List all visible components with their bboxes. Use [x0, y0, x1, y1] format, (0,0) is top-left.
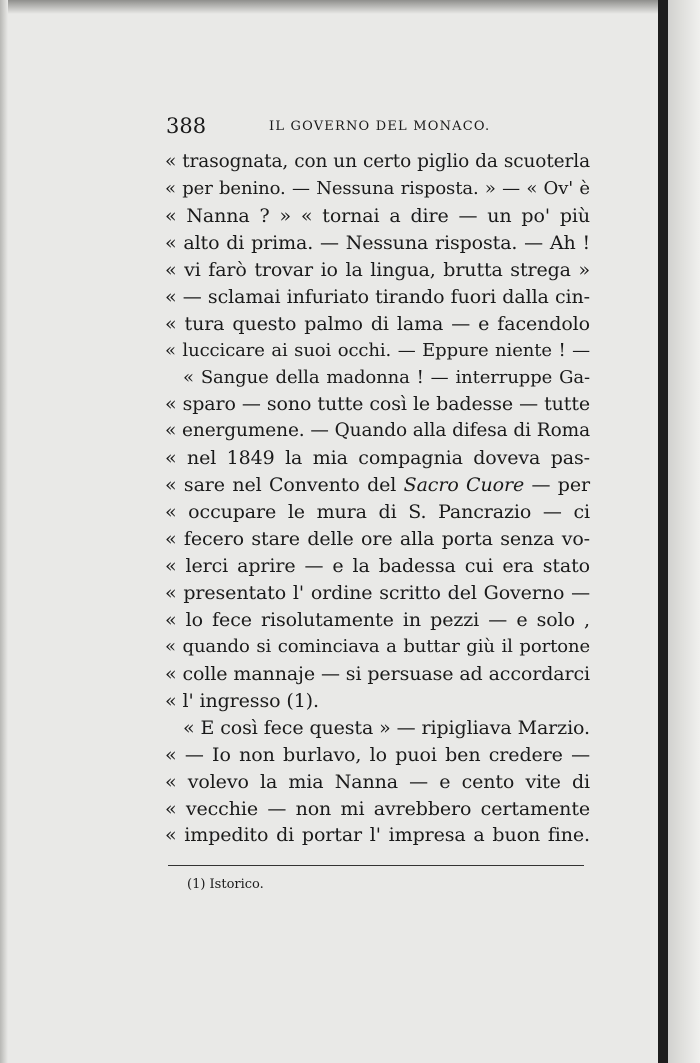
text-line [165, 499, 590, 526]
text-line [165, 742, 590, 769]
text-line [165, 203, 590, 230]
text-line [165, 418, 590, 445]
text-line [165, 688, 590, 715]
text-line [165, 338, 590, 365]
text-line-segment: « vi farò trovar io la lingua, brutta strega » [165, 258, 590, 281]
text-line [165, 176, 590, 203]
text-line-segment: « E così fece questa » — ripigliava Marzio. [183, 716, 590, 739]
text-line [165, 580, 590, 607]
text-line-segment: « fecero stare delle ore alla porta senza vo- [165, 528, 590, 551]
text-line [165, 445, 590, 472]
page-header [166, 114, 586, 140]
page-number: 388 [166, 114, 207, 138]
body-text [165, 149, 590, 849]
text-line-segment: « occupare le mura di S. Pancrazio — ci [165, 501, 590, 524]
text-line-segment: « impedito di portar l' impresa a buon fine. [165, 824, 590, 847]
text-line [165, 661, 590, 688]
text-line-segment: « lerci aprire — e la badessa cui era stato [165, 555, 590, 578]
text-line [165, 607, 590, 634]
text-line [165, 634, 590, 661]
text-line [165, 230, 590, 257]
text-line-segment: « colle mannaje — si persuase ad accordarci [165, 662, 590, 685]
text-line-segment: « alto di prima. — Nessuna risposta. — Ah ! [165, 231, 590, 254]
text-line [165, 472, 590, 499]
text-line [165, 257, 590, 284]
text-line [165, 796, 590, 823]
footnote-rule [168, 865, 584, 866]
text-line-segment: « sare nel Convento del [165, 474, 404, 497]
text-line [165, 822, 590, 849]
text-line-segment: « trasognata, con un certo piglio da scuoterla [165, 151, 590, 172]
facing-page-edge [668, 0, 700, 1063]
text-line-segment: « Sangue della madonna ! — interruppe Ga- [183, 366, 590, 388]
text-line [165, 715, 590, 742]
text-line [165, 284, 590, 311]
text-line-segment: « sparo — sono tutte così le badesse — tutte [165, 393, 590, 416]
text-line [165, 365, 590, 392]
text-line [165, 391, 590, 418]
text-line-segment: « volevo la mia Nanna — e cento vite di [165, 770, 590, 793]
book-gutter [658, 0, 668, 1063]
text-line-segment: « quando si cominciava a buttar giù il portone [165, 635, 590, 657]
text-line [165, 149, 590, 176]
footnote: (1) Istorico. [187, 877, 264, 892]
text-line [165, 526, 590, 553]
text-line-segment: « tura questo palmo di lama — e facendolo [165, 312, 590, 335]
text-line-segment: « — sclamai infuriato tirando fuori dalla cin- [165, 285, 590, 308]
text-line [165, 769, 590, 796]
text-line-segment: « energumene. — Quando alla difesa di Roma [165, 420, 590, 442]
text-line-segment: « per benino. — Nessuna risposta. » — « Ov' è [165, 177, 590, 199]
running-title: IL GOVERNO DEL MONACO. [269, 119, 491, 134]
text-line-segment: — per [524, 474, 590, 497]
text-line-segment: « luccicare ai suoi occhi. — Eppure niente ! — [165, 339, 590, 361]
text-line [165, 311, 590, 338]
text-line-segment: « presentato l' ordine scritto del Governo — [165, 582, 590, 604]
text-line-segment: « lo fece risolutamente in pezzi — e solo , [165, 608, 590, 631]
italic-title: Sacro Cuore [403, 474, 525, 497]
text-line-segment: « — Io non burlavo, lo puoi ben credere — [165, 743, 590, 766]
text-line-segment: « vecchie — non mi avrebbero certamente [165, 797, 590, 820]
text-line-segment: « Nanna ? » « tornai a dire — un po' più [165, 204, 590, 227]
text-line [165, 553, 590, 580]
text-line-segment: « nel 1849 la mia compagnia doveva pas- [165, 447, 590, 470]
text-line-segment: « l' ingresso (1). [165, 689, 319, 712]
